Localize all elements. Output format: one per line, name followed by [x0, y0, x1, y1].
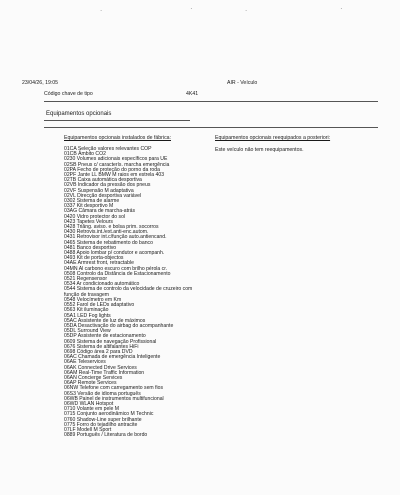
option-item: função de travagem [64, 291, 110, 298]
option-item: 02VL Direcção desportiva variável [64, 192, 142, 199]
option-item: 0710 Volante em pele M [64, 406, 119, 413]
installed-options-list [64, 147, 214, 438]
section-divider [44, 127, 378, 128]
header-divider [44, 101, 378, 102]
type-key-label: Código chave de tipo [44, 91, 93, 97]
option-item: 01CA Seleção valores relevantes COP [64, 146, 152, 152]
option-item: 0493 Kit de porta-objectos [64, 255, 124, 262]
option-item: 04AE Armrest front, retractable [64, 260, 134, 267]
option-item: 0544 Sistema de controlo da velocidade de cruzeiro com [64, 286, 193, 293]
option-item: 06AE Teleservices [64, 359, 106, 366]
option-item: 05DA Desactivação do airbag do acompanhante [64, 322, 174, 329]
option-item: 06WD WLAN Hotspot [64, 400, 114, 407]
document-title: AIR - Veículo [227, 80, 258, 86]
option-item: 02PF Jante LL BMW M raios em estrela 403 [64, 172, 165, 179]
option-item: 0481 Banco desportivo [64, 244, 117, 251]
option-item: 0230 Volumes adicionais específicos para UE [64, 156, 168, 163]
scan-mark: · [190, 4, 193, 13]
option-item: 0609 Sistema de navegação Profissional [64, 338, 157, 345]
option-item: 0420 Vidro protector do sol [64, 213, 126, 220]
installed-options-heading: Equipamentos opcionais instalados de fábrica: [64, 135, 171, 141]
option-item: 04MN Al carbono escuro com brilho pérola cr. [64, 265, 168, 272]
option-item: 07LF Modell M Sport [64, 426, 112, 433]
type-key-code: 4K41 [186, 91, 199, 97]
section-title: Equipamentos opcionais [46, 111, 112, 117]
option-item: 06AM Real-Time Traffic Information [64, 369, 145, 376]
page-edge-fade [0, 487, 400, 495]
option-item: 0676 Sistema de altifalantes HiFi [64, 343, 139, 350]
option-item: 0337 Kit desportivo M [64, 203, 114, 210]
option-item: 06AP Remote Services [64, 380, 117, 387]
retrofit-options-heading: Equipamentos opcionais reequipados a posteriori: [215, 135, 331, 141]
option-item: 0552 Farol de LEDs adaptativo [64, 302, 135, 309]
option-item: 0488 Apoio lombar p/ condutor e acompanh. [64, 250, 165, 257]
option-item: 0302 Sistema de alarme [64, 198, 120, 205]
option-item: 05A1 LED Fog lights [64, 312, 111, 319]
option-item: 06WB Painel de instrumentos multifuncional [64, 395, 164, 402]
option-item: 0760 Shadow-Line super brilhante [64, 416, 142, 423]
option-item: 05DL Surround View [64, 328, 111, 335]
print-datetime: 23/04/26, 19:05 [22, 80, 59, 86]
option-item: 0548 Velocímetro em Km [64, 296, 122, 303]
scan-mark: · [340, 4, 343, 13]
option-item: 0698 Código área 2 para DVD [64, 348, 133, 355]
option-item: 0423 Tapetes Velours [64, 218, 113, 225]
option-item: 0430 Retrovis.int./ext.anti-enc.autom. [64, 229, 149, 236]
scan-marks [40, 4, 380, 14]
option-item: 01CB Âmbito CO2 [64, 151, 106, 158]
option-item: 02VF Suspensão M adaptativa [64, 187, 134, 194]
section-tab-underline [44, 120, 190, 121]
option-item: 0563 Kit iluminação [64, 307, 109, 314]
option-item: 06AK Connected Drive Services [64, 364, 137, 371]
scan-mark: . [245, 4, 248, 13]
option-item: 0465 Sistema de rebatimento do banco [64, 239, 153, 246]
option-item: 06NW Telefone com carregamento sem fios [64, 385, 163, 392]
option-item: 06AN Concierge Services [64, 374, 123, 381]
option-item: 0431 Retrovisor int.c/função auto.antiencand. [64, 234, 167, 241]
option-item: 06AC Chamada de emergência Inteligente [64, 354, 161, 361]
retrofit-options-text: Este veículo não tem reequipamentos. [215, 147, 304, 153]
option-item: 06S3 Versão de idioma português [64, 390, 141, 397]
option-item: 05DP Assistente de estacionamento [64, 333, 146, 340]
option-item: 03AG Câmara de marcha-atrás [64, 208, 136, 215]
option-item: 0715 Conjunto aerodinâmico M Technic [64, 411, 154, 418]
option-item: 02SB Pneus c/ caracterís. marcha emergência [64, 161, 170, 168]
option-item: 0428 Triâng. aviso. e bolsa prim. socorros [64, 224, 159, 231]
option-item: 05AC Assistente de luz de máximos [64, 317, 146, 324]
option-item: 0508 Controlo da Distância de Estacionamento [64, 270, 171, 277]
option-item: 02TB Caixa automática desportiva [64, 177, 142, 184]
option-item: 02VB Indicador da pressão dos pneus [64, 182, 151, 189]
option-item: 0775 Forro do tejadilho antracite [64, 421, 138, 428]
option-item: 0889 Português / Literatura de bordo [64, 432, 148, 439]
scan-mark: . [100, 4, 103, 13]
option-item: 02PA Fecho de proteção do porno da roda [64, 166, 160, 173]
option-item: 0521 Regensensor [64, 276, 108, 283]
option-item: 0534 Ar condicionado automático [64, 281, 140, 288]
